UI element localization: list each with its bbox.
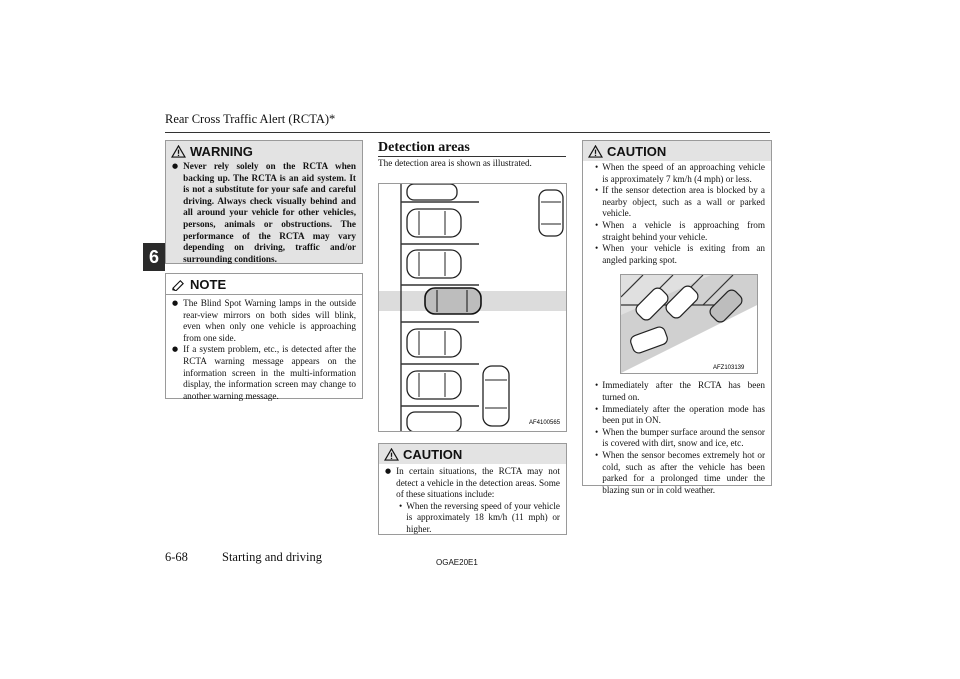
section-intro: The detection area is shown as illustrated.	[378, 158, 532, 168]
warning-body	[166, 161, 362, 263]
bullet-icon: ●	[172, 162, 179, 170]
note-item: The Blind Spot Warning lamps in the outside rear-view mirrors on both sides will blink, even when only one vehicle is approaching from one side.	[183, 298, 356, 343]
warning-heading	[166, 141, 362, 161]
header-rule	[165, 132, 770, 133]
caution-triangle-icon	[588, 145, 603, 158]
caution-sub-item: When the reversing speed of your vehicle is approximately 18 km/h (11 mph) or higher.	[406, 500, 560, 534]
detection-figure	[378, 183, 567, 432]
sub-bullet-icon: •	[595, 403, 599, 414]
section-title: Detection areas	[378, 140, 470, 155]
caution-item: When the sensor becomes extremely hot or cold, such as after the vehicle has been parked for a prolonged time under the blazing sun or in cold weather.	[602, 449, 765, 495]
warning-box	[165, 140, 363, 264]
caution-item: In certain situations, the RCTA may not detect a vehicle in the detection areas. Some of these situations include:	[396, 466, 560, 500]
figure-code: AFZ103139	[713, 365, 745, 372]
caution-item: Immediately after the operation mode has been put in ON.	[602, 403, 765, 426]
warning-heading-label: WARNING	[190, 143, 253, 159]
section-title-rule	[378, 156, 566, 157]
note-heading-label: NOTE	[190, 276, 227, 292]
caution-heading-label: CAUTION	[403, 446, 463, 462]
sub-bullet-icon: •	[595, 380, 599, 391]
caution-item: When your vehicle is exiting from an angled parking spot.	[602, 243, 765, 265]
sub-bullet-icon: •	[595, 219, 599, 230]
parking-lot-illustration	[379, 184, 566, 431]
bullet-icon: ●	[172, 345, 179, 354]
sub-bullet-icon: •	[399, 500, 403, 511]
sub-bullet-icon: •	[595, 185, 599, 196]
bullet-icon: ●	[172, 299, 179, 307]
caution-item: If the sensor detection area is blocked by a nearby object, such as a wall or parked vehicle.	[602, 185, 765, 219]
section-name: Starting and driving	[222, 550, 322, 564]
page-number: 6-68	[165, 550, 188, 564]
note-pencil-icon	[171, 278, 186, 291]
caution-item: Immediately after the RCTA has been turned on.	[602, 380, 765, 402]
document-code: OGAE20E1	[436, 558, 478, 567]
caution-triangle-icon	[384, 448, 399, 461]
bullet-icon: ●	[385, 467, 392, 475]
sub-bullet-icon: •	[595, 162, 599, 172]
figure-code: AF4100565	[529, 420, 561, 426]
caution-item: When the speed of an approaching vehicle is approximately 7 km/h (4 mph) or less.	[602, 162, 765, 184]
note-heading	[166, 274, 362, 295]
sub-bullet-icon: •	[595, 243, 599, 254]
caution-body	[379, 464, 566, 538]
note-box	[165, 273, 363, 399]
caution-body-top	[583, 161, 771, 266]
warning-triangle-icon	[171, 145, 186, 158]
caution-body-bottom	[583, 374, 771, 496]
sub-bullet-icon: •	[595, 449, 599, 460]
warning-item: Never rely solely on the RCTA when backing up. The RCTA is an aid system. It is not a substitute for your safe and careful driving. Always check visually behind and all around your vehicle for other vehicles, persons, animals or obstructions. The performance of the RCTA may vary depending on driving, traffic and/or surrounding conditions.	[183, 161, 356, 264]
caution-heading-label: CAUTION	[607, 143, 667, 159]
running-header: Rear Cross Traffic Alert (RCTA)*	[165, 112, 336, 126]
sub-bullet-icon: •	[595, 426, 599, 437]
note-item: If a system problem, etc., is detected after the RCTA warning message appears on the information screen in the multi-information display, the information screen may change to another warning message.	[183, 344, 356, 401]
caution-heading	[583, 141, 771, 161]
angled-parking-figure	[620, 274, 758, 374]
caution-item: When the bumper surface around the sensor is covered with dirt, snow and ice, etc.	[602, 426, 765, 449]
caution-box-middle	[378, 443, 567, 535]
caution-heading	[379, 444, 566, 464]
chapter-tab: 6	[143, 243, 165, 271]
angled-parking-illustration	[621, 275, 757, 373]
note-body	[166, 295, 362, 404]
caution-box-right	[582, 140, 772, 495]
caution-item: When a vehicle is approaching from straight behind your vehicle.	[602, 219, 765, 242]
